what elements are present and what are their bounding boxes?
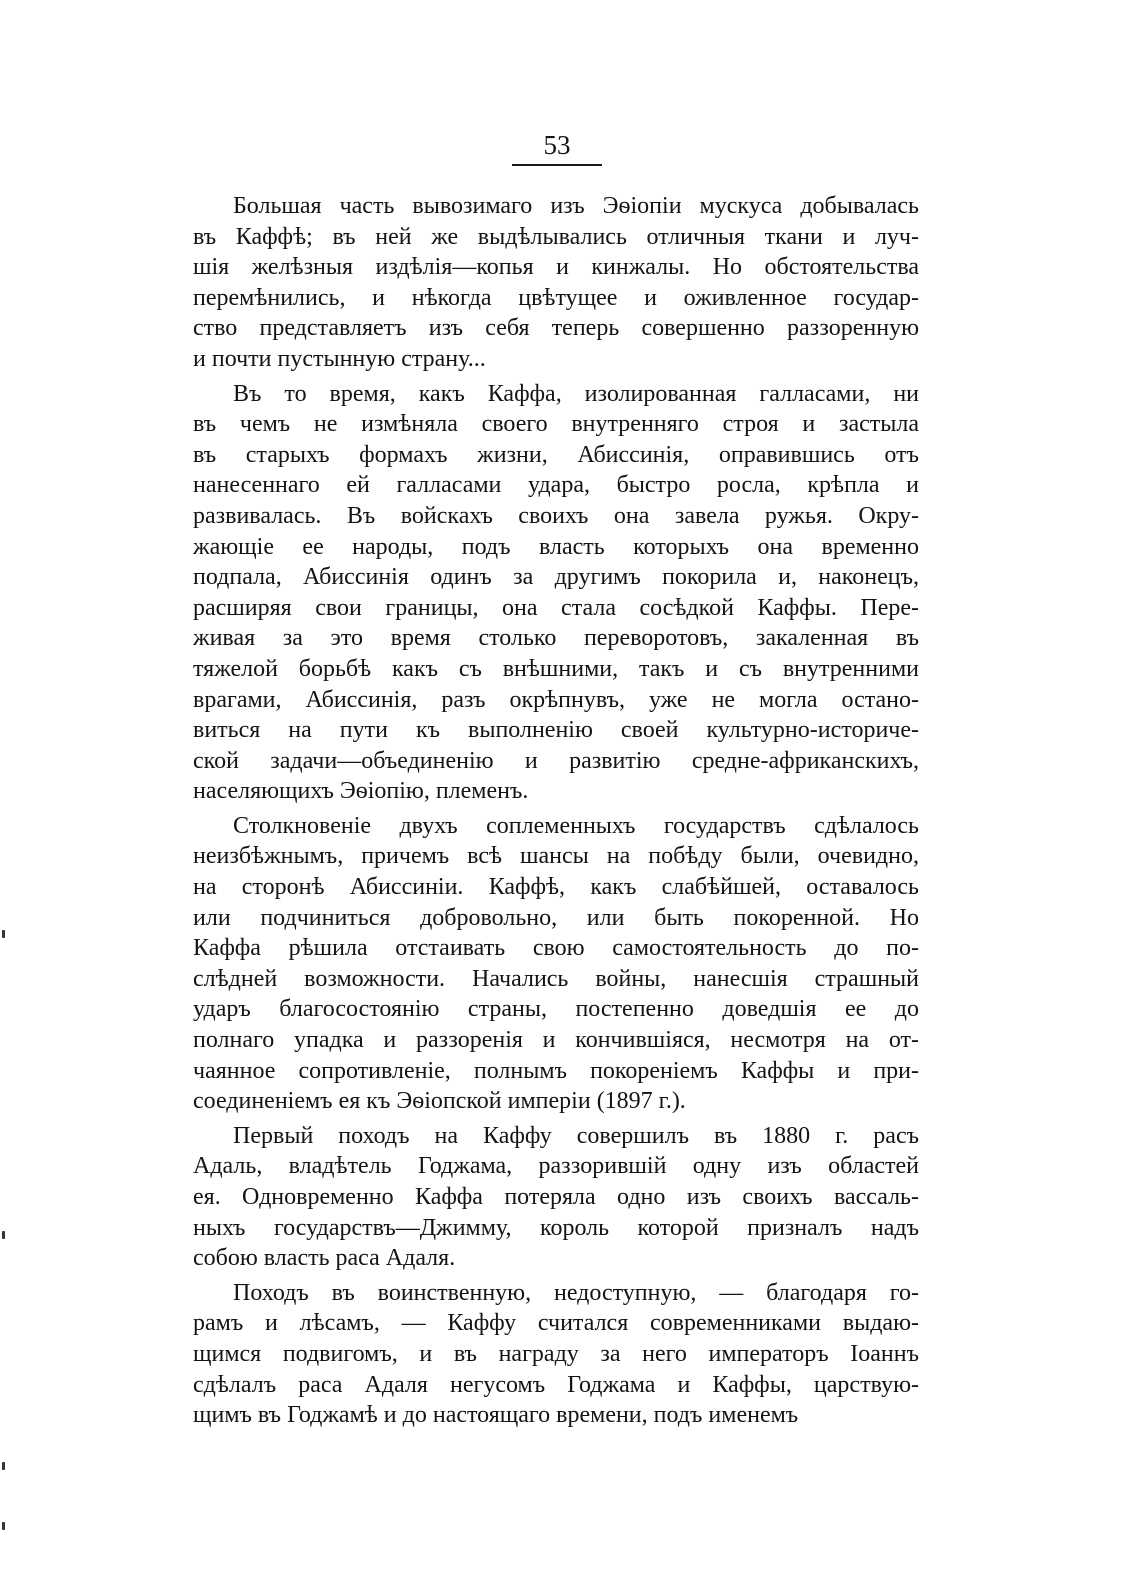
text-line: Столкновеніе двухъ соплеменныхъ государствъ сдѣлалось: [233, 812, 919, 839]
text-line: въ старыхъ формахъ жизни, Абиссинія, оправившись отъ: [193, 441, 919, 468]
text-line: рамъ и лѣсамъ, — Каффу считался современниками выдаю-: [193, 1310, 919, 1337]
paragraph: [193, 191, 919, 375]
margin-mark: [2, 930, 5, 938]
text-line: сдѣлалъ раса Адаля негусомъ Годжама и Каффы, царствую-: [193, 1371, 919, 1398]
paragraph: [193, 1278, 919, 1431]
text-line: нанесеннаго ей галласами удара, быстро росла, крѣпла и: [193, 472, 919, 499]
text-line: слѣдней возможности. Начались войны, нанесшія страшный: [193, 965, 919, 992]
text-line: въ Каффѣ; въ ней же выдѣлывались отличныя ткани и луч-: [193, 223, 919, 250]
text-line: ударъ благосостоянію страны, постепенно доведшія ее до: [193, 996, 919, 1023]
text-line: населяющихъ Эѳіопію, племенъ.: [193, 778, 529, 805]
text-line: Походъ въ воинственную, недоступную, — благодаря го-: [233, 1279, 919, 1306]
text-line: расширяя свои границы, она стала сосѣдкой Каффы. Пере-: [193, 594, 919, 621]
text-line: или подчиниться добровольно, или быть покоренной. Но: [193, 904, 919, 931]
page-number: 53: [512, 128, 602, 166]
text-line: въ чемъ не измѣняла своего внутренняго строя и застыла: [193, 411, 919, 438]
text-line: полнаго упадка и раззоренія и кончившіяся, несмотря на от-: [193, 1027, 919, 1054]
text-line: на сторонѣ Абиссиніи. Каффѣ, какъ слабѣйшей, оставалось: [193, 874, 919, 901]
paragraph: [193, 379, 919, 807]
text-line: Первый походъ на Каффу совершилъ въ 1880 г. расъ: [233, 1122, 919, 1149]
text-line: Адаль, владѣтель Годжама, раззорившій одну изъ областей: [193, 1153, 919, 1180]
text-line: соединеніемъ ея къ Эѳіопской имперіи (1897 г.).: [193, 1088, 686, 1115]
text-line: жающіе ее народы, подъ власть которыхъ она временно: [193, 533, 919, 560]
text-line: перемѣнились, и нѣкогда цвѣтущее и оживленное государ-: [193, 284, 919, 311]
text-line: тяжелой борьбѣ какъ съ внѣшними, такъ и съ внутренними: [193, 655, 919, 682]
paragraph: [193, 811, 919, 1117]
text-line: щимъ въ Годжамѣ и до настоящаго времени, подъ именемъ: [193, 1402, 799, 1429]
text-line: шія желѣзныя издѣлія—копья и кинжалы. Но обстоятельства: [193, 254, 919, 281]
text-line: собою власть раса Адаля.: [193, 1245, 456, 1272]
text-line: врагами, Абиссинія, разъ окрѣпнувъ, уже не могла остано-: [193, 686, 919, 713]
text-line: Каффа рѣшила отстаивать свою самостоятельность до по-: [193, 935, 919, 962]
text-line: виться на пути къ выполненію своей культурно-историче-: [193, 717, 919, 744]
text-line: и почти пустынную страну...: [193, 345, 486, 372]
text-line: неизбѣжнымъ, причемъ всѣ шансы на побѣду были, очевидно,: [193, 843, 919, 870]
text-line: ныхъ государствъ—Джимму, король которой призналъ надъ: [193, 1214, 919, 1241]
text-line: Въ то время, какъ Каффа, изолированная галласами, ни: [233, 380, 919, 407]
paragraph: [193, 1121, 919, 1274]
text-line: Большая часть вывозимаго изъ Эѳіопіи мускуса добывалась: [233, 193, 919, 219]
margin-mark: [2, 1522, 5, 1530]
margin-mark: [2, 1231, 5, 1239]
text-line: ея. Одновременно Каффа потеряла одно изъ своихъ вассаль-: [193, 1184, 919, 1210]
margin-mark: [2, 1462, 5, 1470]
text-line: живая за это время столько переворотовъ, закаленная въ: [193, 625, 919, 652]
text-line: ство представляетъ изъ себя теперь совершенно раззоренную: [193, 315, 919, 342]
text-line: подпала, Абиссинія одинъ за другимъ покорила и, наконецъ,: [193, 564, 919, 591]
text-line: ской задачи—объединенію и развитію средне-африканскихъ,: [193, 747, 919, 774]
body-text: [193, 191, 919, 1435]
text-line: щимся подвигомъ, и въ награду за него императоръ Іоаннъ: [193, 1340, 919, 1367]
text-line: развивалась. Въ войскахъ своихъ она завела ружья. Окру-: [193, 502, 919, 529]
text-line: чаянное сопротивленіе, полнымъ покореніемъ Каффы и при-: [193, 1057, 919, 1084]
